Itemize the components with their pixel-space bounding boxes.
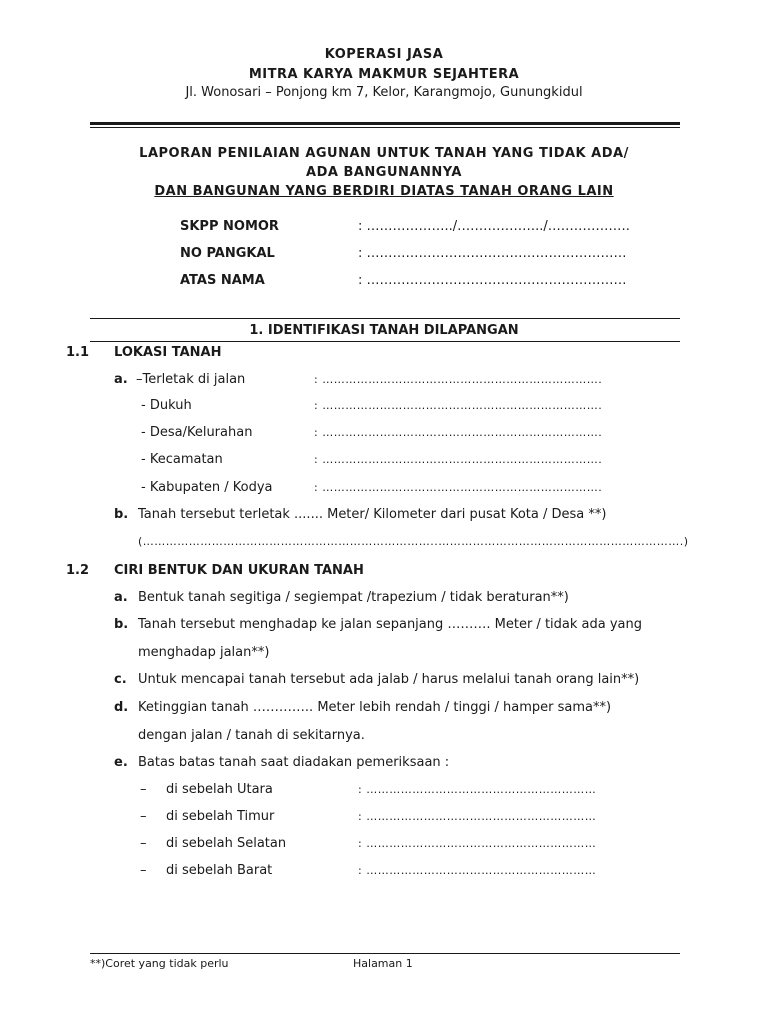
nama-label: ATAS NAMA: [180, 273, 265, 288]
s11-row-value: : ……………………………………………………………….: [314, 399, 603, 412]
footer-note: **)Coret yang tidak perlu: [90, 957, 229, 970]
nama-value: : ……………………………………………………: [358, 273, 627, 288]
border-value-east: : ……………………………………………………: [358, 810, 597, 823]
s12-item-text: dengan jalan / tanah di sekitarnya.: [138, 728, 365, 743]
org-address: Jl. Wonosari – Ponjong km 7, Kelor, Karangmojo, Gunungkidul: [185, 85, 583, 100]
border-dash: –: [140, 809, 147, 824]
s11-row-value: : ……………………………………………………………….: [314, 481, 603, 494]
section1-top-rule: [90, 318, 680, 319]
s11-row-label: –Terletak di jalan: [136, 372, 246, 387]
s11-row-value: : ……………………………………………………………….: [314, 453, 603, 466]
s12-number: 1.2: [66, 563, 90, 578]
s12-item-marker: b.: [114, 617, 129, 632]
s11-row-label: - Desa/Kelurahan: [141, 425, 253, 440]
s11-a-marker: a.: [114, 372, 128, 387]
s11-row-label: - Kecamatan: [141, 452, 223, 467]
s11-b-continuation: (…………………………………………………………………..……………………………………………………….): [138, 535, 689, 548]
report-title-line3: [0, 184, 768, 199]
pangkal-label: NO PANGKAL: [180, 246, 275, 261]
section1-heading: 1. IDENTIFIKASI TANAH DILAPANGAN: [249, 323, 519, 338]
report-title-line1: LAPORAN PENILAIAN AGUNAN UNTUK TANAH YANG TIDAK ADA/: [139, 146, 629, 161]
s11-row-value: : ……………………………………………………………….: [314, 373, 603, 386]
border-value-west: : ……………………………………………………: [358, 864, 597, 877]
s11-b-text: Tanah tersebut terletak ....... Meter/ Kilometer dari pusat Kota / Desa **): [138, 507, 607, 522]
section1-bottom-rule: [90, 341, 680, 342]
page-number: Halaman 1: [353, 957, 413, 970]
s12-item-marker: e.: [114, 755, 128, 770]
header-divider-thick: [90, 122, 680, 125]
s11-number: 1.1: [66, 345, 90, 360]
header-divider-thin: [90, 127, 680, 128]
org-name-line2: MITRA KARYA MAKMUR SEJAHTERA: [248, 67, 520, 82]
s12-item-text: Ketinggian tanah ………….. Meter lebih rendah / tinggi / hamper sama**): [138, 700, 612, 715]
border-dash: –: [140, 782, 147, 797]
org-name-line1: KOPERASI JASA: [324, 47, 444, 62]
s12-item-text: Tanah tersebut menghadap ke jalan sepanjang ………. Meter / tidak ada yang: [138, 617, 642, 632]
border-label-south: di sebelah Selatan: [166, 836, 287, 851]
s12-item-text: Untuk mencapai tanah tersebut ada jalab / harus melalui tanah orang lain**): [138, 672, 640, 687]
s12-item-marker: a.: [114, 590, 128, 605]
border-value-south: : ……………………………………………………: [358, 837, 597, 850]
border-value-north: : ……………………………………………………: [358, 783, 597, 796]
s12-item-text: Bentuk tanah segitiga / segiempat /trapezium / tidak beraturan**): [138, 590, 569, 605]
s12-item-marker: c.: [114, 672, 127, 687]
s12-title: CIRI BENTUK DAN UKURAN TANAH: [114, 563, 364, 578]
s12-item-text: Batas batas tanah saat diadakan pemeriksaan :: [138, 755, 450, 770]
border-dash: –: [140, 836, 147, 851]
s11-row-label: - Dukuh: [141, 398, 192, 413]
footer-rule: [90, 953, 680, 954]
report-title-line3-text: DAN BANGUNAN YANG BERDIRI DIATAS TANAH ORANG LAIN: [154, 184, 614, 199]
skpp-value: : ………………../………………../……………….: [358, 219, 630, 234]
s11-b-marker: b.: [114, 507, 129, 522]
border-label-north: di sebelah Utara: [166, 782, 273, 797]
pangkal-value: : ……………………………………………………: [358, 246, 627, 261]
s11-title: LOKASI TANAH: [114, 345, 222, 360]
s12-item-text: menghadap jalan**): [138, 645, 270, 660]
s11-row-value: : ……………………………………………………………….: [314, 426, 603, 439]
report-title-line2: ADA BANGUNANNYA: [306, 165, 462, 180]
s11-row-label: - Kabupaten / Kodya: [141, 480, 273, 495]
border-dash: –: [140, 863, 147, 878]
s12-item-marker: d.: [114, 700, 129, 715]
border-label-east: di sebelah Timur: [166, 809, 275, 824]
skpp-label: SKPP NOMOR: [180, 219, 279, 234]
border-label-west: di sebelah Barat: [166, 863, 273, 878]
